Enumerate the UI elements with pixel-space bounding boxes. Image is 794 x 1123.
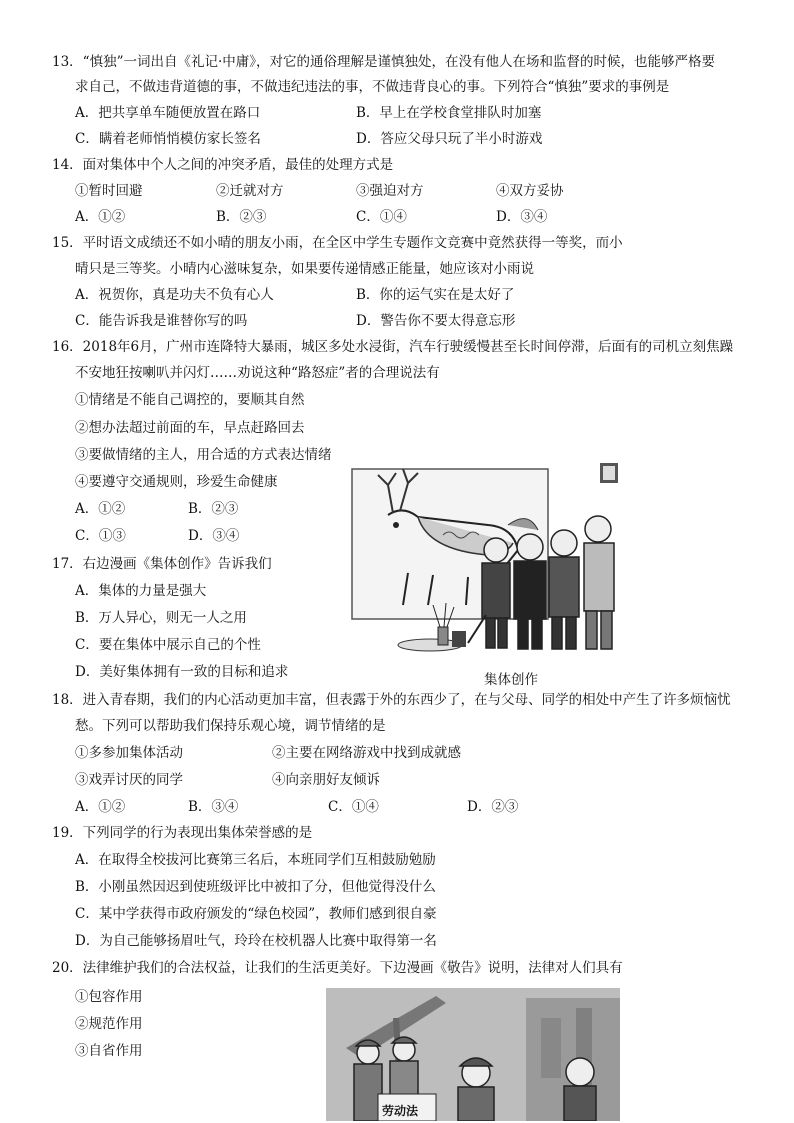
q16-stem-line2: 不安地狂按喇叭并闪灯……劝说这种“路怒症”者的合理说法有: [75, 365, 440, 381]
q15-option-c: C．能告诉我是谁替你写的吗: [75, 313, 248, 329]
q16-choice-3: ③要做情绪的主人，用合适的方式表达情绪: [75, 447, 332, 463]
q18-choice-2: ②主要在网络游戏中找到成就感: [272, 745, 461, 761]
q16-option-d: D．③④: [188, 528, 240, 544]
q16-choice-4: ④要遵守交通规则，珍爱生命健康: [75, 474, 278, 490]
q14-stem: 14．面对集体中个人之间的冲突矛盾，最佳的处理方式是: [52, 157, 394, 173]
q13-option-a: A．把共享单车随便放置在路口: [75, 105, 261, 121]
q19-option-d: D．为自己能够扬眉吐气，玲玲在校机器人比赛中取得第一名: [75, 933, 437, 949]
q14-choice-1: ①暂时回避: [75, 183, 143, 199]
q15-option-a: A．祝贺你，真是功夫不负有心人: [75, 287, 274, 303]
q16-choice-1: ①情绪是不能自己调控的，要顺其自然: [75, 392, 305, 408]
cartoon-warning-drawing: [326, 988, 620, 1121]
q13-stem-line2: 求自己，不做违背道德的事，不做违纪违法的事，不做违背良心的事。下列符合“慎独”要求的事例是: [75, 79, 670, 95]
q15-option-d: D．警告你不要太得意忘形: [356, 313, 516, 329]
q18-option-a: A．①②: [75, 799, 126, 815]
q13-option-c: C．瞒着老师悄悄模仿家长签名: [75, 131, 261, 147]
q14-option-b: B．②③: [216, 209, 267, 225]
q14-option-a: A．①②: [75, 209, 126, 225]
q20-choice-2: ②规范作用: [75, 1016, 143, 1032]
q18-choice-3: ③戏弄讨厌的同学: [75, 772, 183, 788]
q14-choice-2: ②迁就对方: [216, 183, 284, 199]
q18-choice-4: ④向亲朋好友倾诉: [272, 772, 380, 788]
q20-choice-1: ①包容作用: [75, 989, 143, 1005]
labor-law-sign: 劳动法: [382, 1104, 419, 1118]
q20-choice-3: ③自省作用: [75, 1043, 143, 1059]
q18-choice-1: ①多参加集体活动: [75, 745, 183, 761]
q18-option-c: C．①④: [328, 799, 379, 815]
q18-stem-line2: 愁。下列可以帮助我们保持乐观心境，调节情绪的是: [75, 718, 386, 734]
q14-choice-4: ④双方妥协: [496, 183, 564, 199]
q17-option-a: A．集体的力量是强大: [75, 583, 207, 599]
q19-option-c: C．某中学获得市政府颁发的“绿色校园”，教师们感到很自豪: [75, 906, 437, 922]
q17-stem: 17．右边漫画《集体创作》告诉我们: [52, 556, 272, 572]
q18-option-b: B．③④: [188, 799, 239, 815]
q13-stem-line1: 13．“慎独”一词出自《礼记·中庸》，对它的通俗理解是谨慎独处，在没有他人在场和监督的时候，也能够严格要: [52, 54, 716, 70]
cartoon-warning-labor-law: [326, 988, 620, 1121]
q14-option-c: C．①④: [356, 209, 407, 225]
q16-option-c: C．①③: [75, 528, 126, 544]
cartoon-caption: 集体创作: [484, 672, 538, 688]
q17-option-d: D．美好集体拥有一致的目标和追求: [75, 664, 289, 680]
q18-option-d: D．②③: [467, 799, 519, 815]
q19-stem: 19．下列同学的行为表现出集体荣誉感的是: [52, 825, 313, 841]
q13-option-d: D．答应父母只玩了半小时游戏: [356, 131, 543, 147]
q16-stem-line1: 16．2018年6月，广州市连降特大暴雨，城区多处水浸街，汽车行驶缓慢甚至长时间停滞，后面有的司机立刻焦躁: [52, 339, 734, 355]
q17-option-b: B．万人异心，则无一人之用: [75, 610, 247, 626]
q20-stem: 20．法律维护我们的合法权益，让我们的生活更美好。下边漫画《敬告》说明，法律对人们具有: [52, 960, 623, 976]
q13-option-b: B．早上在学校食堂排队时加塞: [356, 105, 542, 121]
q14-option-d: D．③④: [496, 209, 548, 225]
q14-choice-3: ③强迫对方: [356, 183, 424, 199]
q18-stem-line1: 18．进入青春期，我们的内心活动更加丰富，但表露于外的东西少了，在与父母、同学的相处中产生了许多烦恼忧: [52, 692, 731, 708]
q16-option-a: A．①②: [75, 501, 126, 517]
q15-option-b: B．你的运气实在是太好了: [356, 287, 515, 303]
q17-option-c: C．要在集体中展示自己的个性: [75, 637, 261, 653]
cartoon-collective-creation: [348, 455, 634, 667]
q19-option-b: B．小刚虽然因迟到使班级评比中被扣了分，但他觉得没什么: [75, 879, 436, 895]
q15-stem-line2: 晴只是三等奖。小晴内心滋味复杂，如果要传递情感正能量，她应该对小雨说: [75, 261, 534, 277]
q15-stem-line1: 15．平时语文成绩还不如小晴的朋友小雨，在全区中学生专题作文竞赛中竟然获得一等奖，而小: [52, 235, 623, 251]
q19-option-a: A．在取得全校拔河比赛第三名后，本班同学们互相鼓励勉励: [75, 852, 436, 868]
q16-choice-2: ②想办法超过前面的车，早点赶路回去: [75, 420, 305, 436]
cartoon-collective-creation-drawing: [348, 455, 634, 667]
q16-option-b: B．②③: [188, 501, 239, 517]
